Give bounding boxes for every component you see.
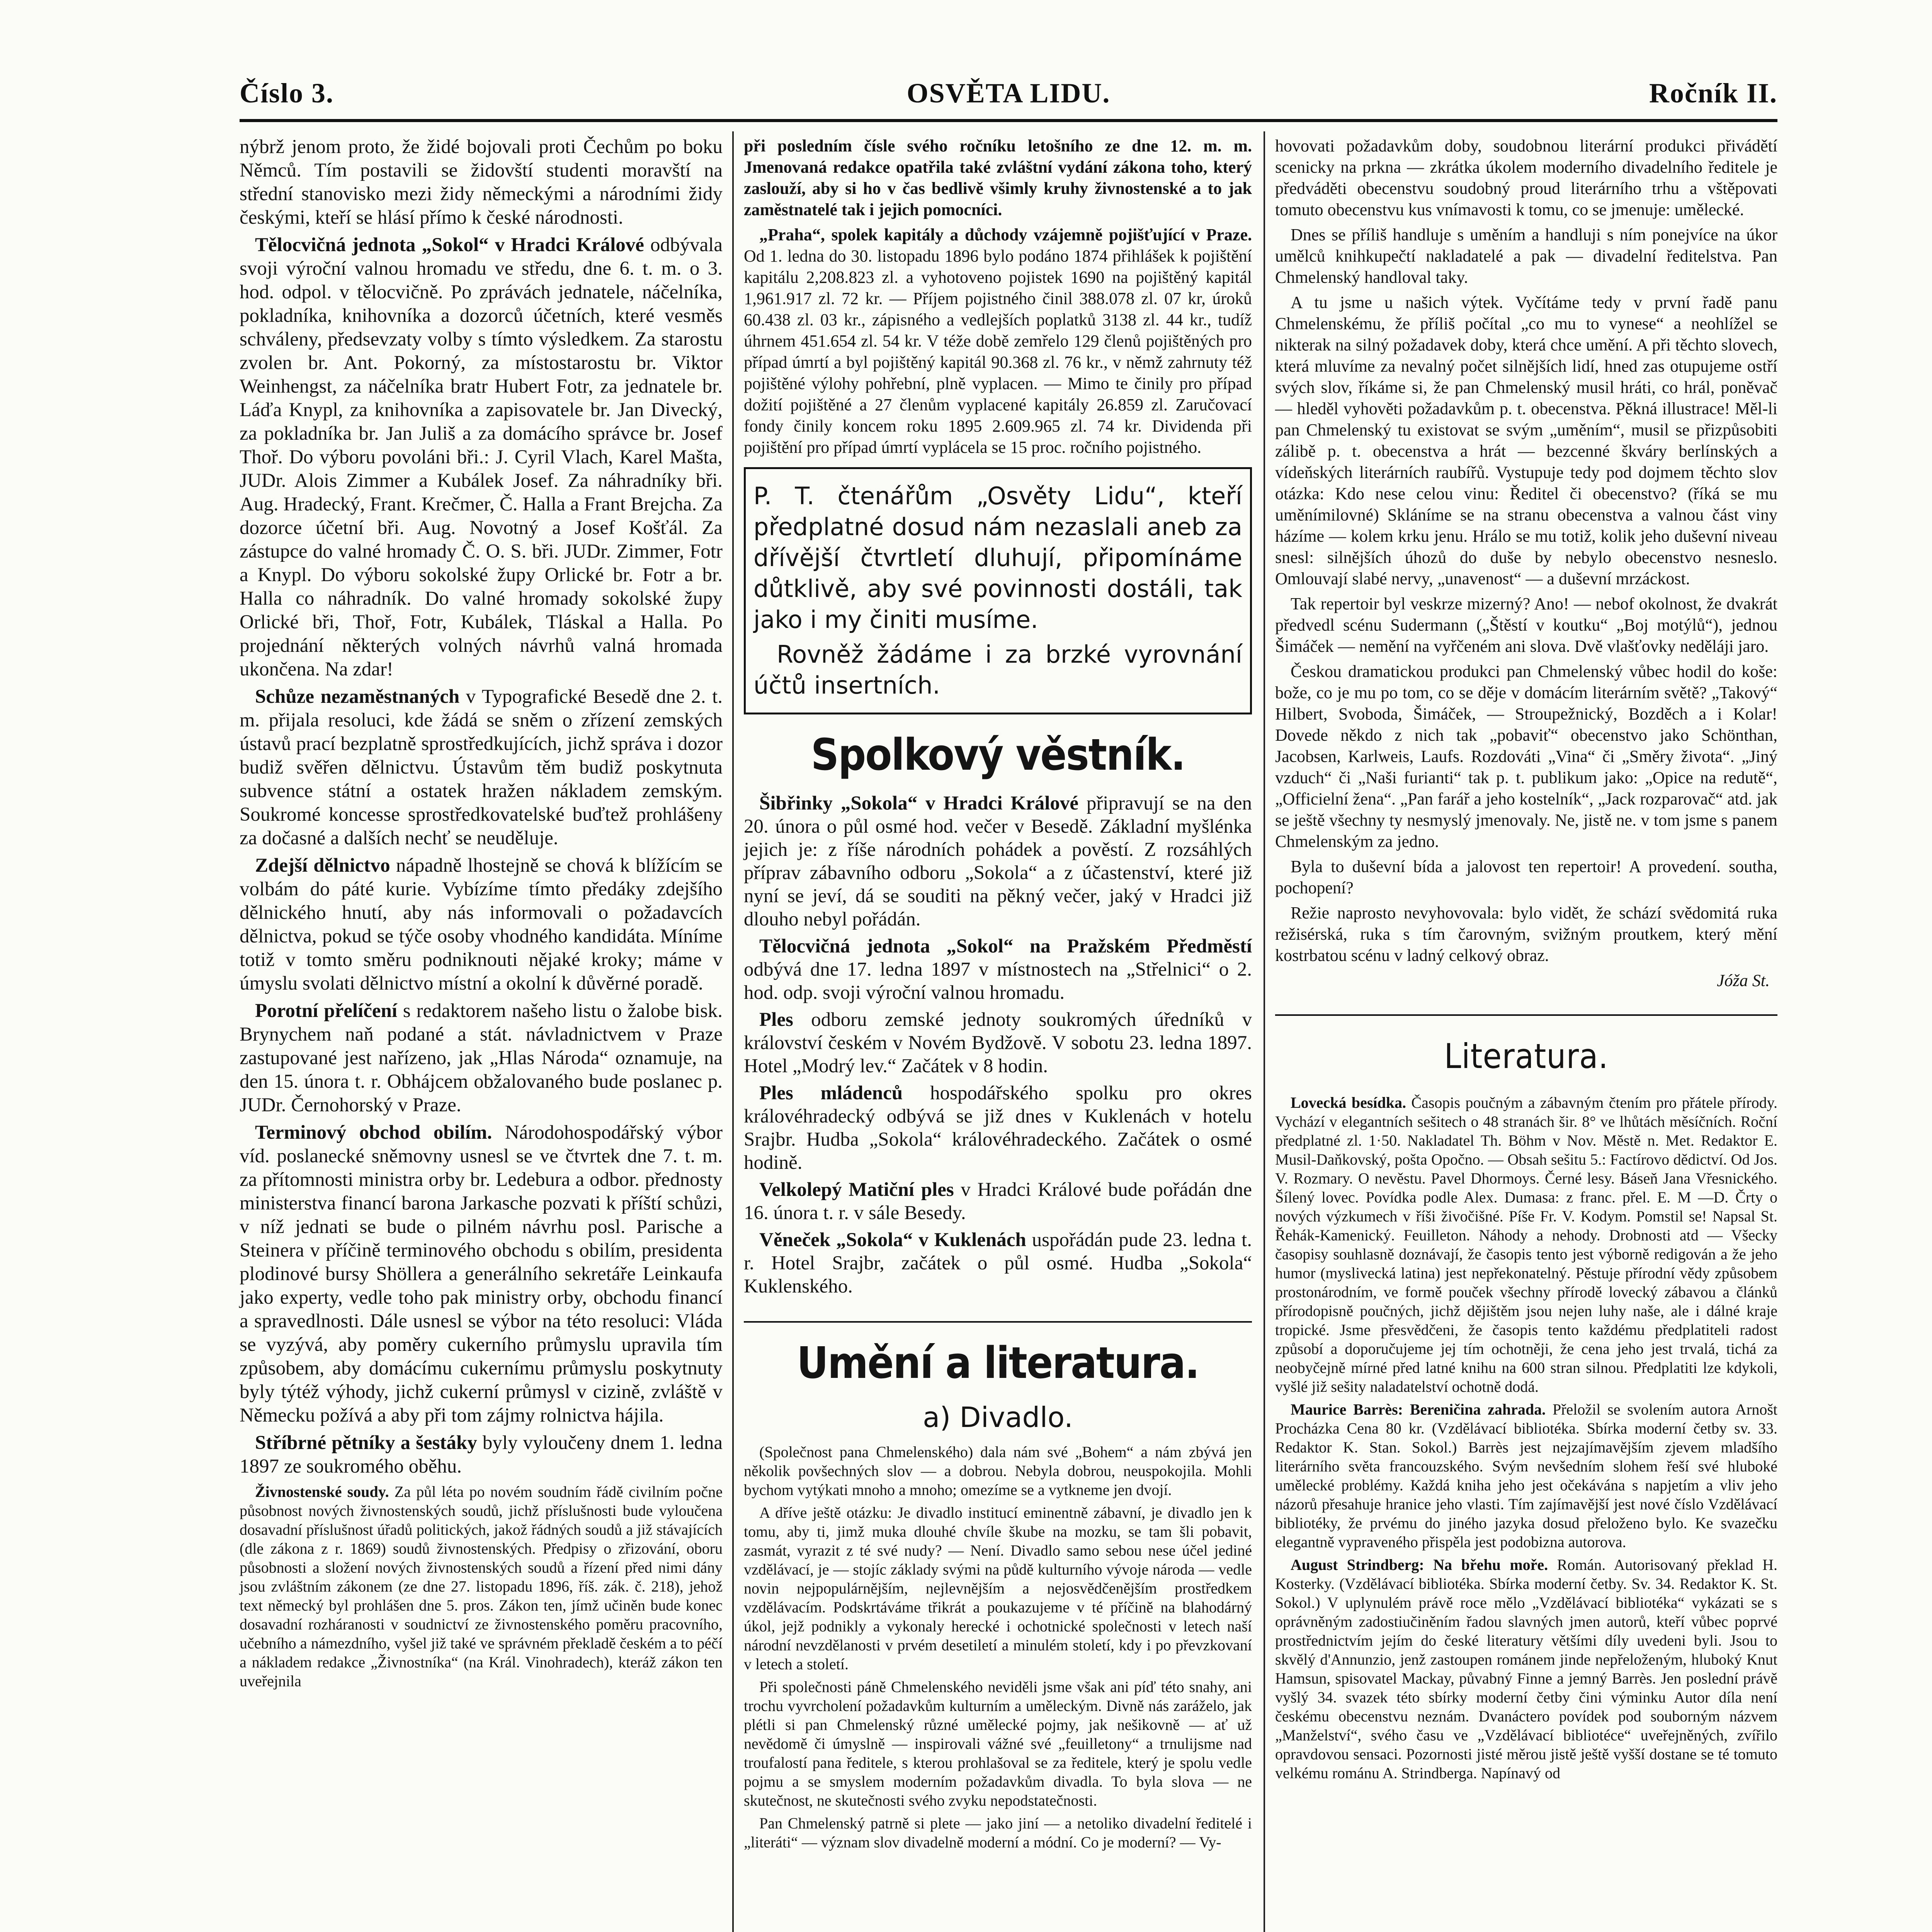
article-text: Režie naprosto nevyhovovala: bylo vidět, že schází svědomitá ruka režisérská, ruka s tím čarovným, svižným proutkem, který mění kostrbatou scénu v ladný celkový obraz. [1275,903,1777,965]
section-divider [1275,1014,1777,1016]
item-body: odbývala svoji výroční valnou hromadu ve středu, dne 6. t. m. o 3. hod. odpol. v tělocvičně. Po zprávách jednatele, náčelníka, pokladníka, knihovníka a dozorců účetních, které vesměs schváleny, předsevzaty volby s tímto výsledkem. Za starostu zvolen br. Ant. Pokorný, za místostarostu br. Viktor Weinhengst, za náčelníka bratr Hubert Fotr, za jednatele br. Láďa Knypl, za knihovníka a zapisovatele br. Jan Divecký, za pokladníka br. Jan Juliš a za domácího správce br. Josef Thoř. Do výboru povoláni bři.: J. Cyril Vlach, Karel Mašta, JUDr. Alois Zimmer a Kubálek Josef. Za náhradníky bři. Aug. Hradecký, Frant. Krečmer, Č. Halla a Frant Brejcha. Za dozorce účetní bři. Aug. Novotný a Josef Košťál. Za zástupce do valné hromady Č. O. S. bři. JUDr. Zimmer, Fotr a Knypl. Do výboru sokolské župy Orlické br. Fotr a br. Halla co náhradník. Do valné hromady sokolské župy Orlické bři, Thoř, Fotr, Kubálek, Tláskal a Halla. Po projednání některých volných návrhů valná hromada ukončena. Na zdar! [240,234,723,680]
section-title-spolkovy: Spolkový věstník. [811,730,1185,780]
item-heading: Živnostenské soudy. [255,1483,389,1500]
item-heading: „Praha“, spolek kapitály a důchody vzájemně pojišťující v Praze. [759,225,1252,244]
article-text: Pan Chmelenský patrně si plete — jako jiní — a netoliko divadelní ředitelé i „literáti“ — význam slov divadelně moderní a módní. Co je moderní? — Vy- [744,1815,1252,1851]
article-text: nýbrž jenom proto, že židé bojovali proti Čechům po boku Němců. Tím postavili se židovští studenti moravští na střední stanovisko mezi židy německými a národními židy českými, kteří se hlásí přímo k české národnosti. [240,136,723,228]
article-text: při posledním čísle svého ročníku letošního ze dne 12. m. m. Jmenovaná redakce opatřila také zvláštní vydání zákona toho, který zaslouží, aby si ho v čas bedlivě všimly kruhy živnostenské a to jak zaměstnatelé tak i jejich pomocníci. [744,136,1252,219]
section-title-umeni: Umění a literatura. [797,1338,1199,1388]
item-body: Přeložil se svolením autora Arnošt Procházka Cena 80 kr. (Vzdělávací bibliotéka. Sbírka moderní četby sv. 33. Redaktor K. Stan. Sokol.) Barrès jest nejzajímavějším zjevem mladšího literárního světa francouzského. Svým nevšedním slohem řeší své hluboké umělecké problémy. Každá kniha jeho jest očekávána s napjetím a vliv jeho názorů přesahuje hranice jeho vlasti. Tím zajímavější jest nové číslo Vzdělávací bibliotéky, že prvému do jiného jazyka dosud přeloženo bylo. Ke svazečku elegantně vypraveného přispěla jest podobizna autorova. [1275,1401,1778,1551]
notice-text: P. T. čtenářům „Osvěty Lidu“, kteří předplatné dosud nám nezaslali aneb za dřívější čtvrtletí dluhují, připomínáme důtklivě, aby své povinnosti dostáli, tak jako i my činiti musíme. [753,482,1242,634]
news-item [240,1121,723,1427]
item-body: Román. Autorisovaný překlad H. Kosterky. (Vzdělávací bibliotéka. Sbírka moderní četby. Sv. 34. Redaktor K. St. Sokol.) V uplynulém právě roce mělo „Vzdělávací bibliotéka“ vykázati se s oprávněným zadostiučiněním řadou slavných jmen autorů, kteří vůbec poprvé prostřednictvím jejím do české literatury většími díly uvedeni byli. Jsou to skvělý d'Annunzio, jenž zastoupen románem jinde nepřeloženým, hluboký Knut Hamsun, spisovatel Mackay, půvabný Finne a jemný Barrès. Jen poslední právě vyšlý 34. svazek této sbírky moderní četby čini výminku Autor díla není českému obecenstvu neznám. Dvanáctero povídek pod souborným názvem „Manželství“, svého času ve „Vzdělávací bibliotéce“ uveřejněných, zvířilo opravdovou sensaci. Pozornosti jisté měrou jistě ještě vyšší dostane se té tomuto velkému románu A. Strindberga. Napínavý od [1275,1556,1778,1782]
review-item [1275,1400,1777,1551]
news-item [240,999,723,1117]
article-text: Dnes se příliš handluje s uměním a handluji s ním ponejvíce na úkor umělců knihkupečtí nakladatelé a pak — divadelní ředitelstva. Pan Chmelenský handloval taky. [1275,225,1777,287]
review-item [1275,1555,1777,1782]
item-body: Od 1. ledna do 30. listopadu 1896 bylo podáno 1874 přihlášek k pojištění kapitálu 2,208.823 zl. a vyhotoveno pojistek 1690 na pojištěný kapitál 1,961.917 zl. 72 kr. — Příjem pojistného činil 388.078 zl. 07 kr, úroků 60.438 zl. 03 kr., zápisného a vedlejších poplatků 3138 zl. 44 kr., tudíž úhrnem 451.654 zl. 54 kr. V téže době zemřelo 129 členů pojištěných pro případ úmrtí a byl pojištěný kapitál 90.368 zl. 76 kr., v němž zahrnuty též pojištěné výlohy pohřební, plně vyplacen. — Mimo te činily pro případ dožití pojištěné a 27 členům vyplacené kapitály 26.859 zl. Zaručovací fondy činily koncem roku 1895 2.609.965 zl. 74 kr. Dividenda při pojištění pro případ úmrtí vyplácela se 15 proc. ročního pojistného. [744,247,1252,457]
issue-number: Číslo 3. [240,78,334,109]
news-item [744,935,1252,1004]
item-heading: Tělocvičná jednota „Sokol“ na Pražském Předměstí [759,935,1252,957]
news-item [744,1178,1252,1225]
article-text: Při společnosti páně Chmelenského neviděli jsme však ani píď této snahy, ani trochu vyvrcholení požadavkům kulturním a uměleckým. Divně nás zaráželo, jak plétli si pan Chmelenský různé umělecké pojmy, jak nešikovně — ať už nevědomě či úmyslně — inspirovali vážné své „feuilletony“ a trnulijsme nad troufalostí pana ředitele, s kterou prohlašoval se za ředitele, který je spolu vedle pojmu a se smyslem moderním požadavkům divadla. To byla slova — ne skutečnost, ne skutečnosti svého zvyku nepodstatečnosti. [744,1678,1252,1809]
news-item [240,1482,723,1690]
item-heading: Lovecká besídka. [1291,1094,1406,1111]
item-body: Za půl léta po novém soudním řádě civilním počne působnost nových živnostenských soudů, jichž příslušnosti bude vyloučena dosavadní příslušnost úřadů politických, jakož řádných soudů a již stávajících (dle zákona z r. 1869) soudů živnostenských. Předpisy o zřizování, oboru působnosti a složení nových živnostenských soudů a řízení před nimi dány jsou zvláštním zákonem (ze dne 27. listopadu 1896, říš. zák. č. 218), jehož text německý byl prohlášen dne 5. pros. Zákon ten, jímž učiněn bude konec dosavadní rozháranosti v soudnictví ze živnostenského poměru pracovního, učebního a námezdního, vyšel již také ve správném překladě českém a to péčí a nákladem redakce „Živnostníka“ (na Král. Vinohradech), kteráž zákon ten uveřejnila [240,1483,723,1690]
article-text: Českou dramatickou produkci pan Chmelenský vůbec hodil do koše: bože, co je mu po tom, co se děje v domácím literárním světě? „Takový“ Hilbert, Svoboda, Šimáček, — Stroupežnický, Bozděch a i Kolar! Dovede někdo z nich tak „pobaviť“ obecenstvo jako Schönthan, Jacobsen, Karlweis, Laufs. Rozdováti „Vina“ či „Směry života“. „Jiný vzduch“ či „Naši furianti“ tak p. t. publikum jako: „Opice na redutě“, „Officielní žena“. „Pan farář a jeho kostelník“, „Jack rozparovač“ atd. jak se ještě všechny ty nesmyslý jmenovaly. Ne, jistě ne. v tom jsme s panem Chmelenským za jedno. [1275,662,1777,851]
news-item [240,1431,723,1478]
item-heading: Tělocvičná jednota „Sokol“ v Hradci Králové [255,234,644,256]
item-body: nápadně lhostejně se chová k blížícím se volbám do páté kurie. Vybízíme tímto předáky zdejšího dělnického hnutí, aby nás informovali o požadavcích dělnictva, pokud se týče osoby vhodného kandidáta. Míníme totiž v tomto směru podniknouti nějaké kroky; máme v úmyslu svolati dělnictvo místní a okolní k důvěrné poradě. [240,855,723,994]
article-text: hovovati požadavkům doby, soudobnou literární produkci přivádětí scenicky na prkna — zkrátka úkolem moderního divadelního ředitele je předváděti obecenstvu soudobný proud literárního trhu a vštěpovati tomuto obecenstvu kus vnímavosti k tomu, co se jmenuje: umělecké. [1275,136,1777,219]
article-text: A tu jsme u našich výtek. Vyčítáme tedy v první řadě panu Chmelenskému, že příliš počítal „co mu to vynese“ a neohlížel se nikterak na silný požadavek doby, která chce umění. A při těchto slovech, která mluvíme za nevalný počet silnějších lidí, hned zas otupujeme ostří svých slov, říkáme si, že pan Chmelenský musil hráti, co hrál, poněvač — hleděl vyhověti požadavkům p. t. obecenstva. Pěkná illustrace! Měl-li pan Chmelenský tu existovat se svým „uměním“, musil se přizpůsobiti zálibě p. t. obecenstva a hrát — bezcenné škváry berlínských a vídeňských literárních raubířů. Vystupuje tedy pod dojmem těchto slov otázka: Kdo nese celou vinu: Ředitel či obecenstvo? (říká se mu uměnímilovné) Skláníme se na stranu obecenstva a valnou část viny házíme — kolem krku jenu. Hrálo se mu totiž, kolik jeho duševní niveau snesl: silnějších úhozů do duše by nebylo obecenstvo nesneslo. Omlouvají slabé nervy, „unavenost“ — a duševní mrzáckost. [1275,293,1777,588]
masthead-title: OSVĚTA LIDU. [906,78,1111,109]
author-signature: Jóža St. [1717,971,1770,990]
news-item [744,224,1252,458]
item-body: hospodářského spolku pro okres královéhradecký odbývá se již dnes v Kuklenách v hotelu Srajbr. Hudba „Sokola“ královéhradeckého. Začátek o osmé hodině. [744,1082,1252,1173]
review-item [1275,1093,1777,1396]
column-3 [1275,135,1777,1786]
item-body: Časopis poučným a zábavným čtením pro přátele přírody. Vychází v elegantních sešitech o 48 stranách šir. 8° ve lhůtách měsíčních. Roční předplatné zl. 1·50. Nakladatel Th. Böhm v Nov. Městě n. Met. Redaktor E. Musil-Daňkovský, pošta Opočno. — Obsah sešitu 5.: Factírovo dědictví. Od Jos. V. Rozmary. O nevěstu. Pavel Dhormoys. Černé lesy. Báseň Jana Vřesnického. Šílený lovec. Povídka podle Alex. Dumasa: z franc. přel. E. M —D. Črty o nových výzkumech v říši živočišné. Píše Fr. V. Kodym. Pomstil se! Napsal St. Řehák-Kamenický. Feuilleton. Náhody a nehody. Drobnosti atd — Všecky časopisy souhlasně doznávají, že časopis tento jest výborně redigován a že jeho humor (myslivecká latina) jest nepřekonatelný. Pěstuje přírodní vědy způsobem prostonárodním, ve formě pouček všechny přírodě lovecký zábavou a článků přírodopisně poučných, jichž dějištěm jsou nejen luhy naše, ale i dálné kraje tropické. Jsme přesvědčeni, že časopis tento každému předplatiteli radost způsobí a doporučujeme jej tím ochotněji, že cena jeho jest trvalá, tichá za neobyčejně mírné před latné knihu na 600 stran silnou. Předplatiti lze kdykoli, vyšlé již sešity naladatelství ochotně dodá. [1275,1094,1778,1395]
item-heading: August Strindberg: Na břehu moře. [1291,1556,1548,1573]
news-item [744,1228,1252,1298]
column-rule-2 [1264,131,1265,1932]
item-heading: Věneček „Sokola“ v Kuklenách [759,1229,1026,1251]
volume-number: Ročník II. [1649,78,1777,109]
item-body: Národohospodářský výbor víd. poslanecké sněmovny usnesl se ve čtvrtek dne 7. t. m. za přítomnosti ministra orby br. Ledebura a odbor. přednosty ministerstva financí barona Jarkasche pozvati k příští schůzi, v níž jednati se bude o pilném návrhu posl. Parische a Steinera v příčině terminového obchodu s obilím, presidenta plodinové bursy Shöllera a generálního sekretáře Leinkaufa jako experty, vedle toho pak ministry orby, obchodu financí a spravedlnosti. Dále usnesl se výbor na této resoluci: Vláda se vyzývá, aby poměry cukerního průmyslu upravila tím způsobem, aby domácímu cukernímu průmyslu poskytnuty byly týtéž výhody, jichž cukerní průmysl v cizině, zvláště v Německu požívá a aby při tom zájmy rolnictva hájila. [240,1122,723,1426]
item-heading: Maurice Barrès: Bereničina zahrada. [1291,1401,1546,1418]
item-body: odboru zemské jednoty soukromých úředníků v království českém v Novém Bydžově. V sobotu 23. ledna 1897. Hotel „Modrý lev.“ Začátek v 8 hodin. [744,1009,1252,1077]
subscriber-notice [744,467,1252,714]
item-heading: Velkolepý Matiční ples [759,1179,954,1201]
item-heading: Ples [759,1009,793,1031]
news-item [240,854,723,995]
subsection-title-divadlo: a) Divadlo. [923,1401,1073,1434]
item-heading: Schůze nezaměstnaných [255,686,460,707]
column-2 [744,135,1252,1855]
section-divider [744,1321,1252,1323]
item-body: připravují se na den 20. února o půl osmé hod. večer v Besedě. Základní myšlénka jejich je: z říše národních pohádek a pověstí. Z rozsáhlých příprav zábavního odboru „Sokola“ a z účastenství, které již nyní se jeví, dá se souditi na pěkný večer, jaký v Hradci již dlouho nebyl pořádán. [744,793,1252,930]
news-item [744,1082,1252,1174]
item-heading: Zdejší dělnictvo [255,855,390,876]
news-item [744,1008,1252,1078]
news-item [744,792,1252,931]
item-body: byly vyloučeny dnem 1. ledna 1897 ze soukromého oběhu. [240,1432,723,1477]
notice-text-2: Rovněž žádáme i za brzké vyrovnání účtů insertních. [753,640,1242,699]
item-body: v Hradci Králové bude pořádán dne 16. února t. r. v sále Besedy. [744,1179,1252,1224]
item-heading: Ples mládenců [759,1082,903,1104]
item-heading: Stříbrné pětníky a šestáky [255,1432,477,1454]
news-item [240,685,723,850]
column-rule-1 [732,131,734,1932]
article-text: (Společnost pana Chmelenského) dala nám své „Bohem“ a nám zbývá jen několik povšechných slov — a dobrou. Nebyla dobrou, neuspokojila. Mohli bychom vytýkati mnoho a mnoho; omezíme se a vytkneme jen dvojí. [744,1443,1252,1498]
article-text: A dříve ještě otázku: Je divadlo institucí eminentně zábavní, je divadlo jen k tomu, aby ti, jimž muka dlouhé chvíle škube na mozku, se tam šli pobavit, zasmát, vyrazit z té své nudy? — Není. Divadlo samo sebou nese účel jediné vzdělávací, je — stojíc základy svými na půdě kulturního vývoje národa — vedle novin nejpopulárnějším, nejlevnějším a nejosvědčenějším prostředkem vzdělávacím. Podskrtáváme třikrát a poukazujeme v té příčině na blahodárný úkol, jejž podnikly a vykonaly herecké i ochotnické společnosti v letech naší národní nevzdělanosti v prvém desetiletí a minulém století, kdy i po převzkovaní v letech a století. [744,1504,1252,1673]
item-heading: Terminový obchod obilím. [255,1122,492,1143]
page-header [240,77,1777,120]
news-item [240,233,723,681]
item-heading: Šibřinky „Sokola“ v Hradci Králové [759,793,1079,814]
article-text: Byla to duševní bída a jalovost ten repertoir! A provedení. southa, pochopení? [1275,857,1777,897]
item-heading: Porotní přelíčení [255,1000,398,1022]
item-body: odbývá dne 17. ledna 1897 v místnostech na „Střelnici“ o 2. hod. odp. svoji výroční valnou hromadu. [744,959,1252,1003]
section-title-literatura: Literatura. [1444,1036,1609,1076]
article-text: Tak repertoir byl veskrze mizerný? Ano! — nebof okolnost, že dvakrát předvedl scénu Sudermann („Štěstí v koutku“ „Boj motýlů“), jednou Šimáček — nemění na vyřčeném ani slova. Dvě vlašťovky neděláji jaro. [1275,594,1777,656]
item-body: s redaktorem našeho listu o žalobe bisk. Brynychem naň podané a stát. návladnictvem v Praze zastupované jest nařízeno, jak „Hlas Národa“ oznamuje, na den 15. února t. r. Obhájcem obžalovaného bude poslanec p. JUDr. Černohorský v Praze. [240,1000,723,1116]
column-1 [240,135,723,1694]
item-body: v Typografické Besedě dne 2. t. m. přijala resoluci, kde žádá se sněm o zřízení zemských ústavů prací bezplatně sprostředkujících, jichž správa i dozor budiž svěřen dělnictvu. Ústavům těm budiž poskytnuta subvence státní a ostatek hražen nákladem zemským. Soukromé koncesse sprostředkovatelské buďtež prohlášeny za dočasné a dalších nechť se neuděluje. [240,686,723,849]
item-body: uspořádán pude 23. ledna t. r. Hotel Srajbr, začátek o půl osmé. Hudba „Sokola“ Kuklenského. [744,1229,1252,1297]
header-rule [240,119,1777,122]
